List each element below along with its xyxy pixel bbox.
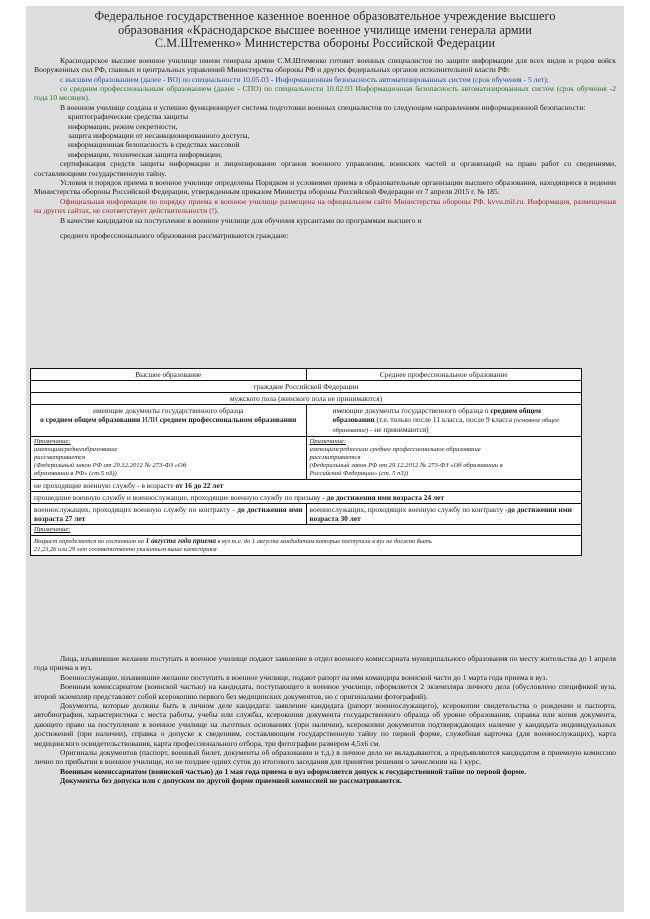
documents-text: (т.е. только после 11 класса, после 9 класса: [374, 415, 514, 424]
age-note-text: в вуз т.е. до 1 августа кандидатам которые поступили в вуз не должно быть: [216, 538, 432, 545]
column-header-spo: Среднее профессиональное образование: [306, 369, 582, 381]
note-text: Российской Федерации» (ст. 5 п3)): [309, 470, 409, 477]
nonserving-text: не проходящие военную службу - в возрасте: [34, 481, 176, 490]
documents-emphasis: среднем общем образовании: [332, 406, 541, 424]
note-spo: [306, 437, 582, 480]
contract-row: [31, 504, 582, 525]
note2-label: Примечание:: [31, 525, 582, 536]
contract-text: военнослужащих, проходящих военную службу по контракту -: [34, 505, 238, 514]
candidates-line: В качестве кандидатов на поступление в военное училище для обучения курсантами по программам высшего и: [60, 215, 422, 225]
contract-text: военнослужащих, проходящих военную службу по контракту: [309, 505, 506, 514]
contract-spo: [306, 504, 582, 525]
note-text: рассматривается: [309, 454, 361, 461]
documents-text: имеющие документы государственного образца о: [332, 406, 489, 415]
note-text: имеющимсреднееобразование: [34, 446, 118, 453]
direction-item: защита информации от несанкционированного доступа,: [68, 131, 250, 141]
lower-paragraph: Военным комиссариатом (воинской частью) на кандидата, поступающего в военное училище, оформляется 2 экземпляра личного дела (обусловлено спецификой вуза, второй экземпляр представляет собой ксерокопию первого без медицинских документов, но с оригиналами фотографий).: [34, 682, 616, 701]
note-label: Примечание:: [309, 438, 347, 445]
citizens-row: граждане Российской Федерации: [31, 381, 582, 393]
program-vo: с высшим образованием (далее - ВО) по специальности 10.05.03 - Информационная безопасность автоматизированных систем (срок обучения - 5 лет);: [60, 74, 549, 84]
gender-row: мужского пола (женского пола не принимаются): [31, 393, 582, 405]
contract-age: до достижения ими возраста 27 лет: [34, 505, 303, 523]
intro-paragraph: Краснодарское высшее военное училище имени генерала армии С.М.Штеменко готовит военных специалистов по защите информации для всех видов и родов войск Вооруженных сил РФ, главных и центральных управлений Министерства обороны РФ и других федеральных органов исполнительной власти РФ:: [34, 55, 616, 75]
served-age: до достижения ими возраста 24 лет: [326, 493, 445, 502]
documents-vo: [31, 405, 307, 437]
age-note-date: 1 августа года приема: [145, 537, 216, 545]
note-text: (Федеральный закон РФ от 29.12.2012 № 273-ФЗ «Об: [34, 462, 187, 469]
contract-vo: [31, 504, 307, 525]
direction-item: информации, режим секретности,: [68, 121, 178, 131]
note-label: Примечание:: [34, 438, 71, 445]
requirements-table: [30, 368, 582, 556]
note-text: имеющимсреднееили среднее профессиональное образование: [309, 446, 481, 453]
note-vo: [31, 437, 307, 480]
documents-note: (основное общее образование): [332, 417, 559, 434]
nonserving-row: [31, 480, 582, 492]
served-text: прошедшие военную службу и военнослужащие, проходящие военную службу по призыву -: [34, 493, 327, 502]
contract-age: -до достижения ими возраста 30 лет: [309, 505, 572, 523]
direction-item: информации, техническая защита информации;: [68, 149, 223, 159]
documents-emphasis: о среднем общем образовании: [40, 415, 141, 424]
title-line: образования «Краснодарское высшее военное училище имени генерала армии: [118, 22, 532, 37]
system-paragraph: В военном училище создана и успешно функционирует система подготовки военных специалистов по следующим направлениям информационной безопасности:: [60, 102, 586, 112]
direction-item: криптографические средства защиты: [68, 112, 189, 122]
note-text: образовании в РФ» (ст.5 п3)): [34, 470, 117, 477]
upper-text: [26, 56, 624, 241]
lower-paragraph: Военным комиссариатом (воинской частью) до 1 мая года приема в вуз оформляется допуск к государственной тайне по первой форме.: [60, 766, 527, 776]
program-spo: со средним профессиональным образованием (далее - СПО) по специальности 10.02.03 Информационная безопасность автоматизированных систем (срок обучения -2 года 10 месяцев).: [34, 84, 616, 103]
documents-row: [31, 405, 582, 437]
age-note-text: Возраст определяется по состоянию на: [34, 538, 146, 545]
documents-spo: [306, 405, 582, 437]
served-row: [31, 492, 582, 504]
nonserving-age: от 16 до 22 лет: [175, 481, 224, 490]
lower-text: [34, 654, 616, 786]
lower-paragraph: Оригиналы документов (паспорт, военный билет, документы об образовании и т.д.) в личное дело не вкладываются, а предъявляются кандидатом в приемную комиссию лично по прибытии в военное училище, но не позднее одних суток до итогового заседания для принятия решения о зачислении на 1 курс.: [34, 748, 616, 767]
note-row: [31, 437, 582, 480]
documents-text: ИЛИ: [140, 415, 160, 424]
lower-paragraph: Документы, которые должны быть в личном деле кандидата: заявление кандидата (рапорт военнослужащего), ксерокопии свидетельства о рождении и паспорта, автобиография, характеристика с места работы, учебы или службы, ксерокопия документа государственного образца об уровне образования, справка или копия документа, дающего право на поступление в военное училище на льготных основаниях (при наличии), ксерокопии документов подтверждающих наличие у кандидата индивидуальных достижений (при наличии), справка о допуске к сведениям, составляющим государственную тайну по первой форме, служебная карточка (для военнослужащих), карта медицинского освидетельствования, карта профессионального отбора, три фотографии размером 4,5x6 см.: [34, 701, 616, 748]
column-header-vo: Высшее образование: [31, 369, 307, 381]
documents-text: имеющие документы государственного образца: [93, 406, 244, 415]
document-page: [26, 6, 624, 912]
note-text: (Федеральный закон РФ от 29.12.2012 № 273-ФЗ «Об образовании в: [309, 462, 503, 469]
direction-item: информационная безопасность в средствах массовой: [68, 140, 240, 150]
official-info: Официальная информация по порядку приема в военное училище размещена на официальном сайте Министерства обороны РФ. kvvu.mil.ru. Информация, размещенная на других сайтах, не соответствует действительности (!).: [34, 196, 616, 216]
age-note-row: [31, 536, 582, 556]
lower-paragraph: Документы без допуска или с допуском по другой форме приемной комиссией не рассматриваются.: [60, 776, 402, 786]
age-note-text: 21,23,26 или 29 лет соответственно указанным выше категориям: [34, 546, 217, 553]
documents-text: - не принимаются): [368, 425, 429, 434]
lower-paragraph: Лица, изъявившие желание поступать в военное училище подают заявление в отдел военного комиссариата муниципального образования по месту жительства до 1 апреля года приема в вуз.: [34, 654, 616, 673]
title-line: С.М.Штеменко» Министерства обороны Российской Федерации: [154, 36, 496, 51]
lower-paragraph: Военнослужащие, изъявившие желание поступить в военное училище, подают рапорт на имя командира воинской части до 1 марта года приема в вуз.: [60, 672, 548, 682]
documents-emphasis: среднем профессиональном образовании: [159, 415, 297, 424]
document-title: [34, 10, 616, 51]
candidates-line: среднего профессионального образования рассматриваются граждане:: [60, 231, 289, 241]
order-paragraph: Условия и порядок приема в военное училище определены Порядком и условиями приема в образовательные организации высшего образования, находящиеся в ведении Министерства обороны Российской Федерации, утвержденным приказом Министра обороны Российской Федерации от 7 апреля 2015 г. № 185.: [34, 178, 616, 197]
direction-item: сертификация средств защиты информации и лицензирование органов военного управления, воинских частей и организаций на право работ со сведениями, составляющими государственную тайну.: [34, 159, 616, 178]
title-line: Федеральное государственное казенное военное образовательное учреждение высшего: [94, 9, 556, 23]
note-text: рассматривается: [34, 454, 86, 461]
